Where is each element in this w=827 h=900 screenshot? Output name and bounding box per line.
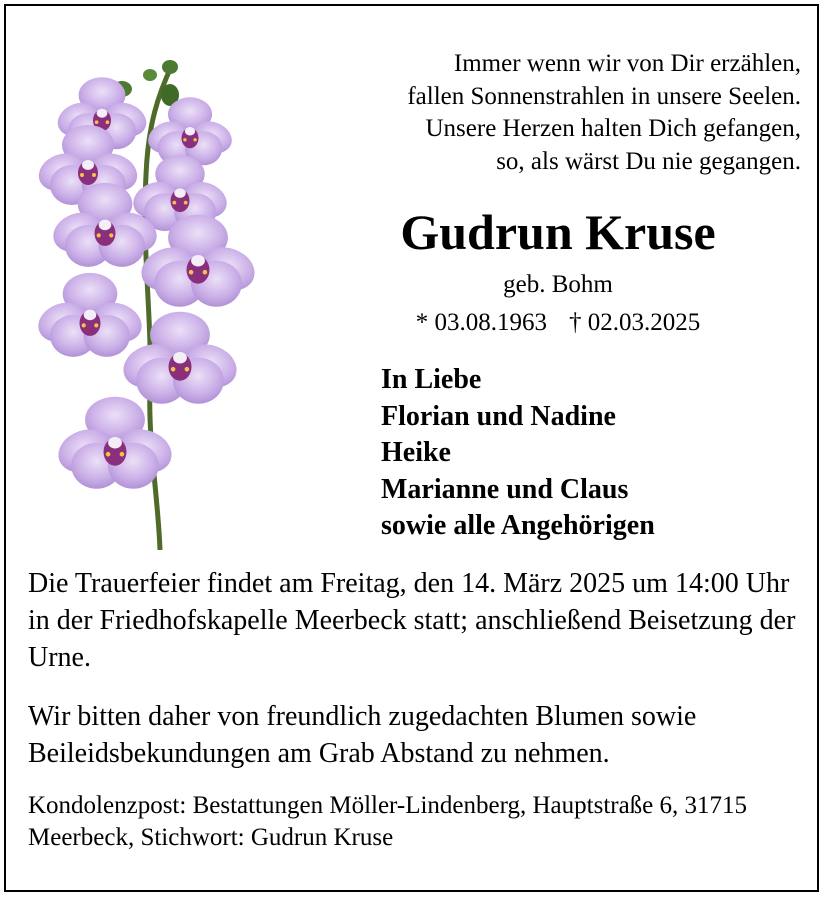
birth-date: * 03.08.1963 xyxy=(415,309,547,336)
poem-line: fallen Sonnenstrahlen in unsere Seelen. xyxy=(407,82,801,110)
bud-1 xyxy=(162,60,178,74)
poem-line: Immer wenn wir von Dir erzählen, xyxy=(453,50,801,77)
mourner-line: Florian und Nadine xyxy=(381,400,616,432)
blossom-7 xyxy=(33,273,147,357)
mourner-line: Marianne und Claus xyxy=(381,473,629,505)
mourner-line: In Liebe xyxy=(381,364,482,395)
orchid-image xyxy=(30,55,265,550)
mourner-line: Heike xyxy=(381,437,451,468)
bud-2 xyxy=(143,69,157,81)
ceremony-paragraph: Die Trauerfeier findet am Freitag, den 14. März 2025 um 14:00 Uhr in der Friedhofskapelle Meerbeck statt; anschließend Beisetzung der Urne. xyxy=(28,568,796,673)
poem xyxy=(331,48,801,178)
condolence-paragraph: Kondolenzpost: Bestattungen Möller-Lindenberg, Hauptstraße 6, 31715 Meerbeck, Stichwort: Gudrun Kruse xyxy=(28,792,748,851)
poem-line: so, als wärst Du nie gegangen. xyxy=(496,147,801,175)
blossom-9 xyxy=(52,397,177,489)
mourners-list xyxy=(381,362,655,545)
deceased-name: Gudrun Kruse xyxy=(400,204,716,260)
death-date: † 02.03.2025 xyxy=(569,309,701,336)
life-dates xyxy=(358,308,758,338)
poem-line: Unsere Herzen halten Dich gefangen, xyxy=(425,115,801,142)
request-paragraph: Wir bitten daher von freundlich zugedachten Blumen sowie Beileidsbekundungen am Grab Abstand zu nehmen. xyxy=(28,701,697,769)
mourner-line: sowie alle Angehörigen xyxy=(381,510,655,541)
birth-name: geb. Bohm xyxy=(503,271,613,298)
